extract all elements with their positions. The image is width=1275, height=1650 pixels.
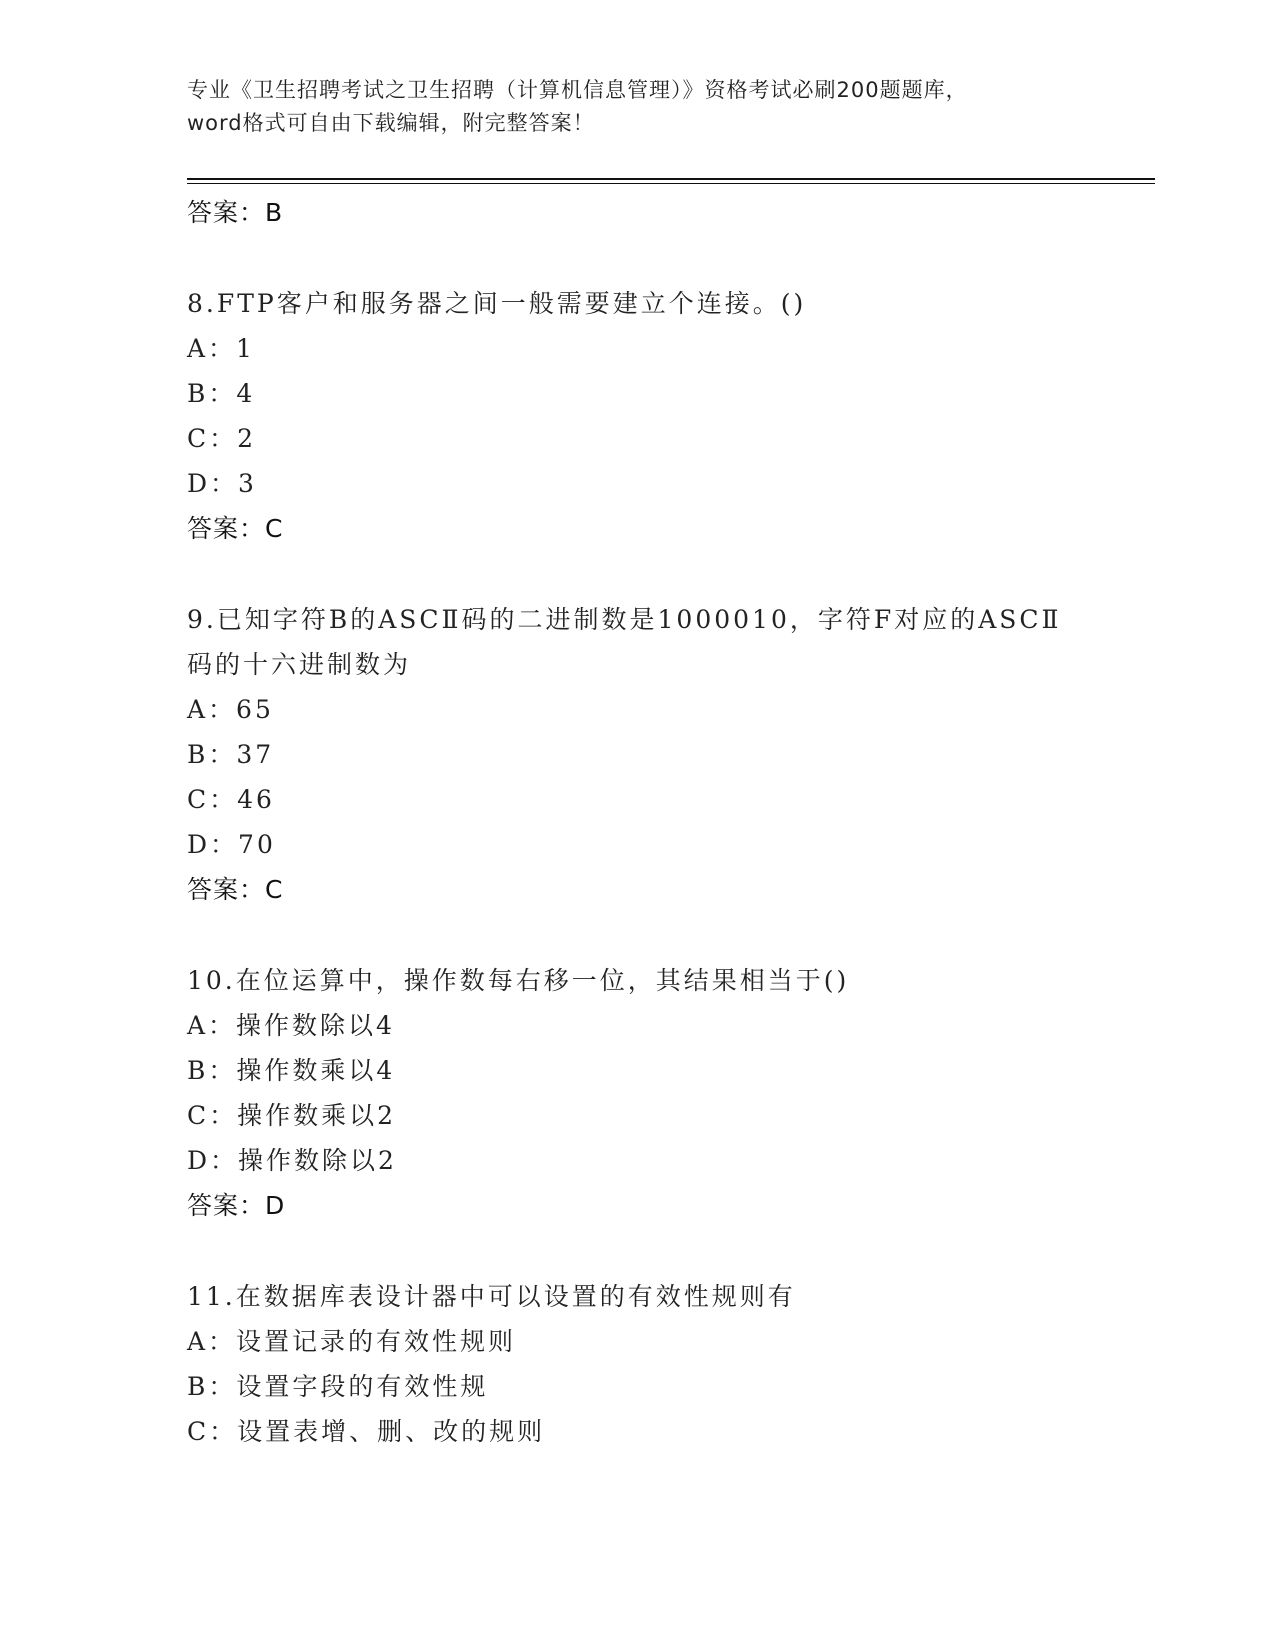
option-d: D：3 [187, 469, 257, 498]
option-b: B：设置字段的有效性规 [187, 1372, 489, 1401]
question-text: 11.在数据库表设计器中可以设置的有效性规则有 [187, 1282, 796, 1311]
option-a: A：1 [187, 334, 255, 363]
question-9 [187, 597, 1087, 687]
option-c: C：操作数乘以2 [187, 1101, 397, 1130]
answer-line: 答案：C [187, 514, 284, 543]
header-rule-thin [187, 183, 1155, 184]
question-10 [187, 958, 1087, 1003]
question-11 [187, 1274, 1087, 1319]
option-b: B：操作数乘以4 [187, 1056, 396, 1085]
answer-line: 答案：D [187, 1191, 286, 1220]
option-d: D：操作数除以2 [187, 1146, 397, 1175]
header-line-1: 专业《卫生招聘考试之卫生招聘（计算机信息管理）》资格考试必刷200题题库， [187, 78, 968, 102]
answer-line: 答案：B [187, 198, 284, 227]
question-text: 10.在位运算中，操作数每右移一位，其结果相当于() [187, 966, 850, 995]
option-a: A：设置记录的有效性规则 [187, 1327, 517, 1356]
option-b: B：4 [187, 379, 256, 408]
option-d: D：70 [187, 830, 276, 859]
option-a: A：操作数除以4 [187, 1011, 395, 1040]
document-header [187, 74, 1087, 140]
question-list [187, 190, 1087, 1454]
question-text: 码的十六进制数为 [187, 650, 412, 679]
header-rule-thick [187, 178, 1155, 180]
question-8 [187, 281, 1087, 326]
option-b: B：37 [187, 740, 275, 769]
answer-line: 答案：C [187, 875, 284, 904]
option-c: C：2 [187, 424, 257, 453]
question-text: 8.FTP客户和服务器之间一般需要建立个连接。() [187, 289, 807, 318]
option-a: A：65 [187, 695, 274, 724]
question-text: 9.已知字符B的ASCⅡ码的二进制数是1000010，字符F对应的ASCⅡ [187, 605, 1062, 634]
header-line-2: word格式可自由下载编辑，附完整答案！ [187, 111, 595, 135]
option-c: C：设置表增、删、改的规则 [187, 1417, 546, 1446]
option-c: C：46 [187, 785, 275, 814]
